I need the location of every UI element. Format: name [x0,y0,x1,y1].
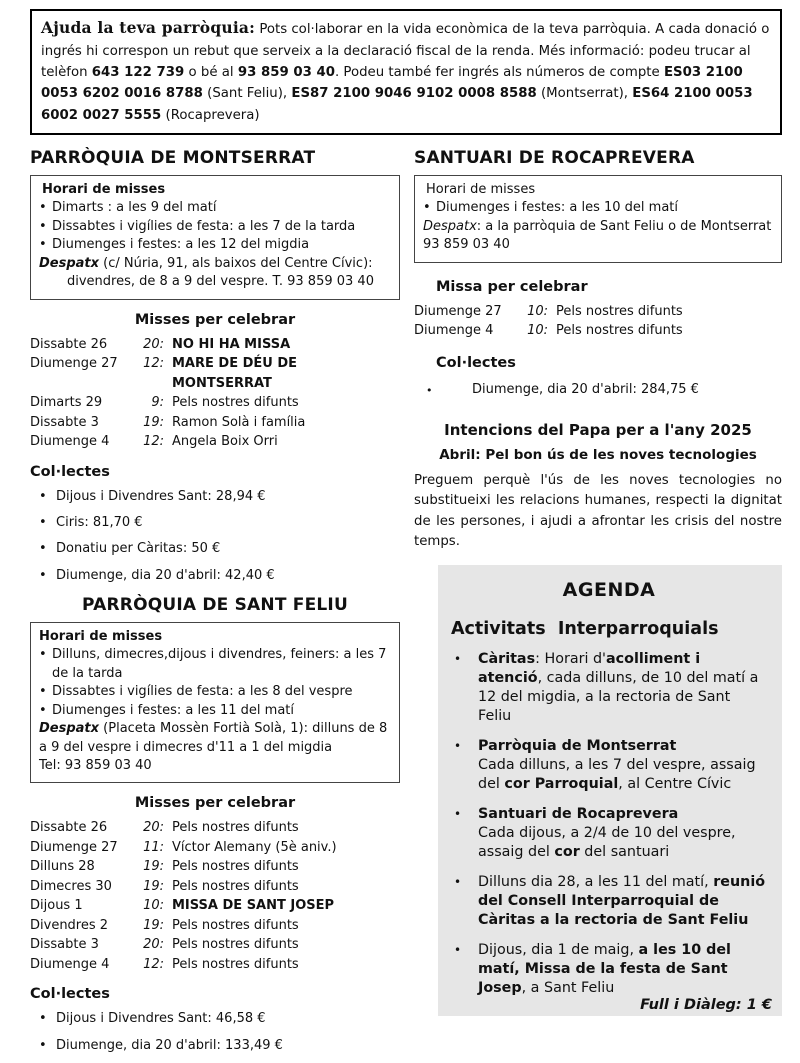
montserrat-masses-heading: Misses per celebrar [134,311,296,328]
schedule-heading: Horari de misses [42,181,166,197]
mass-row [30,877,400,897]
agenda-heading: Activitats Interparroquials [451,619,719,640]
notice-account-note: (Montserrat), [540,86,628,102]
mass-row [30,896,400,916]
santfeliu-collections-heading: Col·lectes [30,986,110,1003]
schedule-item: • Diumenges i festes: a les 11 del matí [39,702,391,720]
mass-row [30,413,400,433]
agenda-title: AGENDA [562,579,656,602]
mass-day: Divendres 2 [30,917,109,933]
rocaprevera-schedule-box [414,175,782,263]
mass-row [30,955,400,975]
mass-time: 10: [143,898,164,914]
bullet-icon: • [39,488,47,504]
agenda-item: • Càritas: Horari d'acolliment i atenció, cada dilluns, de 10 del matí a 12 del migdia, a la rectoria de Sant Feliu [451,650,767,726]
mass-description: Pels nostres difunts [172,917,299,933]
notice-account-santfeliu: ES03 2100 0053 6202 0016 8788 [41,65,743,102]
bullet-icon: • [454,943,462,958]
mass-description: Angela Boix Orri [172,434,278,450]
mass-row [30,393,400,413]
mass-row [30,916,400,936]
agenda-item: • Parròquia de Montserrat Cada dilluns, a les 7 del vespre, assaig del cor Parroquial, al Centre Cívic [451,737,767,794]
mass-time: 20: [143,820,164,836]
mass-description: MISSA DE SANT JOSEP [172,898,335,914]
mass-description: Pels nostres difunts [172,937,299,953]
right-column [414,148,782,1063]
collection-item: • Donatiu per Càritas: 50 € [30,540,400,558]
notice-phone-1: 643 122 739 [91,65,185,81]
mass-row [30,838,400,858]
mass-time: 19: [143,878,164,894]
mass-day: Diumenge 27 [414,303,502,319]
office-label: Despatx [423,218,477,234]
bullet-icon: • [426,383,433,397]
mass-row [30,354,400,393]
mass-row [30,335,400,355]
mass-description: Pels nostres difunts [172,395,299,411]
pope-intentions-body: Preguem perquè l'ús de les noves tecnologies no substitueixi les relacions humanes, respecti la dignitat de les persones, i ajudi a afrontar les crisis del nostre temps. [414,472,782,550]
mass-time: 12: [143,956,164,972]
office-label: Despatx [39,255,100,271]
mass-row [414,302,782,322]
mass-day: Dissabte 26 [30,336,108,352]
pope-intentions-subtitle: Abril: Pel bon ús de les noves tecnologies [439,446,757,463]
notice-account-note: (Sant Feliu), [207,86,288,102]
pope-intentions-title: Intencions del Papa per a l'any 2025 [444,420,752,439]
agenda-box [438,565,782,1016]
mass-day: Dissabte 3 [30,414,99,430]
mass-time: 10: [527,323,548,339]
mass-day: Dijous 1 [30,898,83,914]
bullet-icon: • [39,702,47,718]
collection-item: • Dijous i Divendres Sant: 28,94 € [30,488,400,506]
schedule-item: • Diumenges i festes: a les 10 del matí [423,199,773,217]
donation-notice [30,9,782,135]
bullet-icon: • [454,807,462,822]
collection-item: • Diumenge, dia 20 d'abril: 284,75 € [414,381,782,399]
mass-time: 10: [527,303,548,319]
notice-text: o bé al [188,65,234,81]
bullet-icon: • [454,739,462,754]
santfeliu-schedule-box [30,622,400,784]
bullet-icon: • [39,237,47,253]
notice-text: Pots col·laborar en la vida econòmica de la teva parròquia. A cada donació o ingrés hi correspon un rebut que serveix a la declaració fiscal de la renda. Més informació: podeu trucar al telèfon [41,22,770,81]
bullet-icon: • [454,875,462,890]
mass-row [414,321,782,341]
mass-time: 12: [143,356,164,372]
collection-item: • Diumenge, dia 20 d'abril: 133,49 € [30,1037,400,1055]
schedule-item: • Dissabtes i vigílies de festa: a les 8 del vespre [39,683,391,701]
mass-time: 20: [143,336,164,352]
mass-time: 19: [143,414,164,430]
bullet-icon: • [423,200,431,216]
mass-description: Pels nostres difunts [172,878,299,894]
schedule-heading: Horari de misses [426,181,536,197]
mass-day: Dissabte 3 [30,937,99,953]
collection-item: • Dijous i Divendres Sant: 46,58 € [30,1010,400,1028]
schedule-item: • Diumenges i festes: a les 12 del migdia [39,236,391,254]
bullet-icon: • [39,200,47,216]
montserrat-title: PARRÒQUIA DE MONTSERRAT [30,147,316,168]
mass-day: Diumenge 27 [30,839,118,855]
mass-row [30,818,400,838]
mass-day: Dimecres 30 [30,878,112,894]
mass-time: 19: [143,917,164,933]
mass-day: Diumenge 27 [30,356,118,372]
notice-account-rocaprevera: ES64 2100 0053 6002 0027 5555 [41,86,753,123]
mass-description: Ramon Solà i família [172,414,306,430]
agenda-item: • Dilluns dia 28, a les 11 del matí, reunió del Consell Interparroquial de Càritas a la rectoria de Sant Feliu [451,873,767,930]
rocaprevera-title: SANTUARI DE ROCAPREVERA [414,147,695,168]
mass-day: Dissabte 26 [30,820,108,836]
mass-day: Diumenge 4 [30,956,110,972]
mass-time: 19: [143,859,164,875]
bulletin-price: Full i Diàleg: 1 € [640,997,772,1013]
mass-day: Dimarts 29 [30,395,103,411]
schedule-heading: Horari de misses [39,628,163,644]
mass-description: Pels nostres difunts [556,323,683,339]
mass-day: Dilluns 28 [30,859,95,875]
mass-description: MARE DE DÉU DE MONTSERRAT [172,356,298,391]
bullet-icon: • [454,652,462,667]
mass-time: 20: [143,937,164,953]
bullet-icon: • [39,1011,47,1027]
agenda-item: • Santuari de Rocaprevera Cada dijous, a 2/4 de 10 del vespre, assaig del cor del santuari [451,805,767,862]
santfeliu-masses-heading: Misses per celebrar [134,795,296,812]
collection-item: • Ciris: 81,70 € [30,514,400,532]
mass-description: Víctor Alemany (5è aniv.) [172,839,337,855]
montserrat-schedule-box [30,175,400,300]
schedule-item: • Dimarts : a les 9 del matí [39,199,391,217]
office-label: Despatx [39,721,100,737]
collection-item: • Diumenge, dia 20 d'abril: 42,40 € [30,567,400,585]
mass-time: 11: [143,839,164,855]
mass-description: NO HI HA MISSA [172,336,291,352]
bullet-icon: • [39,515,47,531]
mass-description: Pels nostres difunts [172,956,299,972]
two-column-layout [30,148,782,1063]
mass-row [30,857,400,877]
mass-description: Pels nostres difunts [172,859,299,875]
office-hours-line2: divendres, de 8 a 9 del vespre. T. 93 859 03 40 [67,274,374,290]
bullet-icon: • [39,647,47,663]
santfeliu-title: PARRÒQUIA DE SANT FELIU [82,594,348,615]
schedule-item: • Dissabtes i vigílies de festa: a les 7 de la tarda [39,218,391,236]
office-hours: Despatx (Placeta Mossèn Fortià Solà, 1): dilluns de 8 a 9 del vespre i dimecres d'11 a 1 del migdia [39,721,388,755]
rocaprevera-collections-heading: Col·lectes [436,354,516,371]
mass-time: 9: [151,395,164,411]
mass-day: Diumenge 4 [30,434,110,450]
office-hours: Despatx (c/ Núria, 91, als baixos del Centre Cívic): [39,255,373,271]
mass-row [30,935,400,955]
office-phone: Tel: 93 859 03 40 [39,758,152,773]
notice-text: . Podeu també fer ingrés als números de compte [334,65,660,81]
left-column [30,148,400,1063]
bullet-icon: • [39,567,47,583]
rocaprevera-masses-heading: Missa per celebrar [436,278,588,295]
mass-description: Pels nostres difunts [172,820,299,836]
bullet-icon: • [39,1037,47,1053]
mass-row [30,432,400,452]
mass-day: Diumenge 4 [414,323,494,339]
schedule-item: • Dilluns, dimecres,dijous i divendres, feiners: a les 7 de la tarda [39,646,391,683]
notice-lead: Ajuda la teva parròquia: [41,18,256,37]
office-phone: 93 859 03 40 [423,237,510,253]
notice-account-note: (Rocaprevera) [165,107,260,123]
bullet-icon: • [39,541,47,557]
bullet-icon: • [39,218,47,234]
notice-account-montserrat: ES87 2100 9046 9102 0008 8588 [291,86,537,102]
office-hours: Despatx: a la parròquia de Sant Feliu o de Montserrat [423,218,772,234]
notice-phone-2: 93 859 03 40 [237,65,335,81]
agenda-item: • Dijous, dia 1 de maig, a les 10 del matí, Missa de la festa de Sant Josep, a Sant Feliu [451,941,767,998]
mass-description: Pels nostres difunts [556,303,683,319]
montserrat-collections-heading: Col·lectes [30,463,110,480]
bullet-icon: • [39,684,47,700]
pope-intentions-section [414,421,782,553]
mass-time: 12: [143,434,164,450]
